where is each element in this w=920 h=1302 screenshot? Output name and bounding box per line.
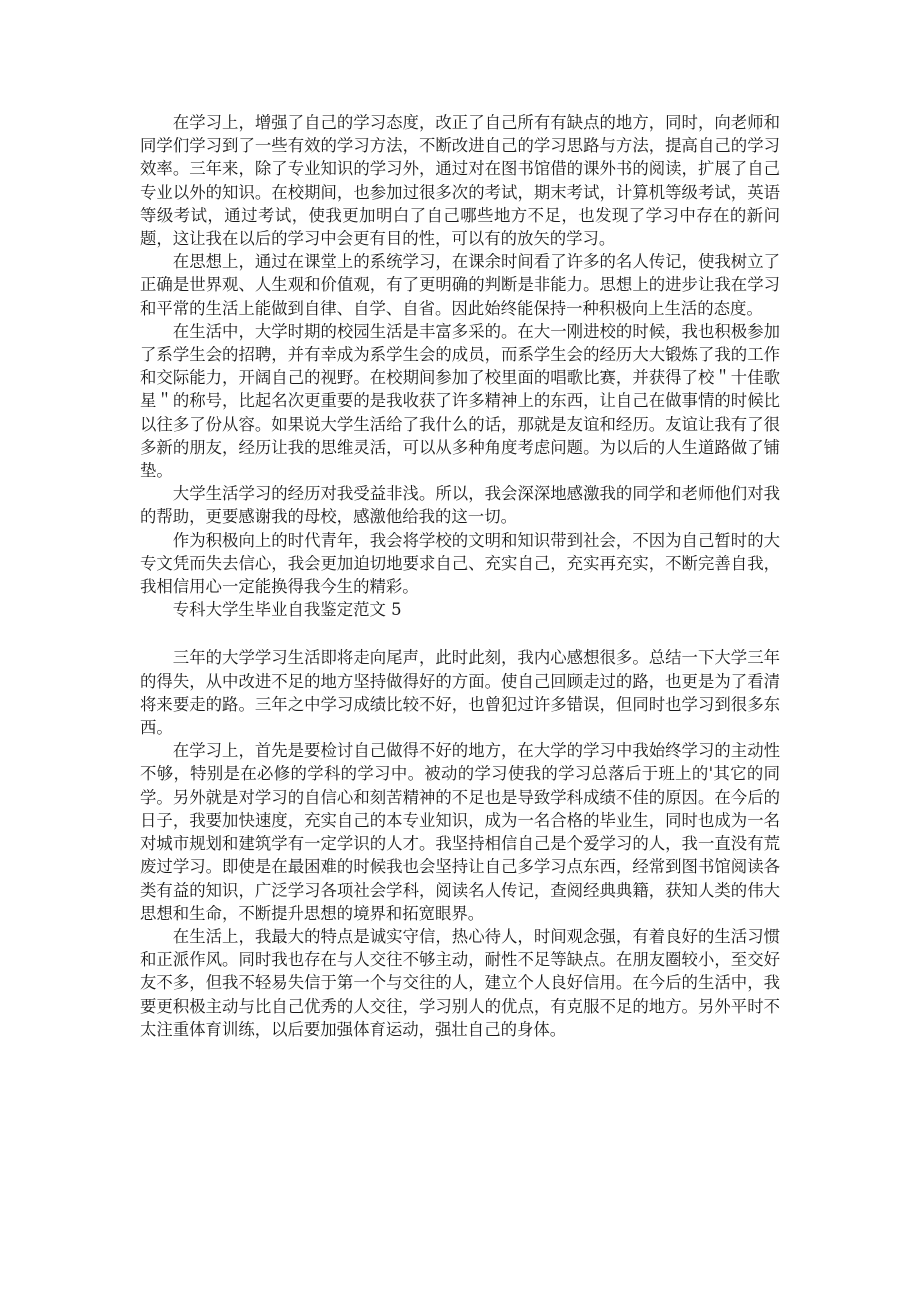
section-spacer bbox=[140, 621, 780, 646]
paragraph-gratitude: 大学生活学习的经历对我受益非浅。所以，我会深深地感激我的同学和老师他们对我的帮助，更要感谢我的母校，感激他给我的这一切。 bbox=[140, 484, 780, 527]
paragraph-campus-life: 在生活中，大学时期的校园生活是丰富多采的。在大一刚进校的时候，我也积极参加了系学生会的招聘，并有幸成为系学生会的成员，而系学生会的经历大大锻炼了我的工作和交际能力，开阔自己的视野。在校期间参加了校里面的唱歌比赛，并获得了校＂十佳歌星＂的称号，比起名次更重要的是我收获了许多精神上的东西，让自己在做事情的时候比以往多了份从容。如果说大学生活给了我什么的话，那就是友谊和经历。友谊让我有了很多新的朋友，经历让我的思维灵活，可以从多种角度考虑问题。为以后的人生道路做了铺垫。 bbox=[140, 321, 780, 481]
paragraph-intro: 三年的大学学习生活即将走向尾声，此时此刻，我内心感想很多。总结一下大学三年的得失，从中改进不足的地方坚持做得好的方面。使自己回顾走过的路，也更是为了看清将来要走的路。三年之中学习成绩比较不好，也曾犯过许多错误，但同时也学习到很多东西。 bbox=[140, 648, 780, 738]
paragraph-life-reflection: 在生活上，我最大的特点是诚实守信，热心待人，时间观念强，有着良好的生活习惯和正派作风。同时我也存在与人交往不够主动，耐性不足等缺点。在朋友圈较小，至交好友不多，但我不轻易失信于第一个与交往的人，建立个人良好信用。在今后的生活中，我要更积极主动与比自己优秀的人交往，学习别人的优点，有克服不足的地方。另外平时不太注重体育训练，以后要加强体育运动，强壮自己的身体。 bbox=[140, 926, 780, 1039]
document-body bbox=[140, 111, 780, 1041]
paragraph-future: 作为积极向上的时代青年，我会将学校的文明和知识带到社会，不因为自己暂时的大专文凭而失去信心，我会更加迫切地要求自己、充实自己，充实再充实，不断完善自我，我相信用心一定能换得我今生的精彩。 bbox=[140, 530, 780, 597]
section-heading: 专科大学生毕业自我鉴定范文 5 bbox=[172, 600, 402, 620]
paragraph-study-attitude: 在学习上，增强了自己的学习态度，改正了自己所有有缺点的地方，同时，向老师和同学们学习到了一些有效的学习方法，不断改进自己的学习思路与方法，提高自己的学习效率。三年来，除了专业知识的学习外，通过对在图书馆借的课外书的阅读，扩展了自己专业以外的知识。在校期间，也参加过很多次的考试，期末考试，计算机等级考试，英语等级考试，通过考试，使我更加明白了自己哪些地方不足，也发现了学习中存在的新问题，这让我在以后的学习中会更有目的性，可以有的放矢的学习。 bbox=[140, 113, 780, 249]
paragraph-study-reflection: 在学习上，首先是要检讨自己做得不好的地方，在大学的学习中我始终学习的主动性不够，特别是在必修的学科的学习中。被动的学习使我的学习总落后于班上的'其它的同学。另外就是对学习的自信心和刻苦精神的不足也是导致学科成绩不佳的原因。在今后的日子，我要加快速度，充实自己的本专业知识，成为一名合格的毕业生，同时也成为一名对城市规划和建筑学有一定学识的人才。我坚持相信自己是个爱学习的人，我一直没有荒废过学习。即使是在最困难的时候我也会坚持让自己多学习点东西，经常到图书馆阅读各类有益的知识，广泛学习各项社会学科，阅读名人传记，查阅经典典籍，获知人类的伟大思想和生命，不断提升思想的境界和拓宽眼界。 bbox=[140, 741, 780, 923]
paragraph-ideology: 在思想上，通过在课堂上的系统学习，在课余时间看了许多的名人传记，使我树立了正确是世界观、人生观和价值观，有了更明确的判断是非能力。思想上的进步让我在学习和平常的生活上能做到自律、自学、自省。因此始终能保持一种积极向上生活的态度。 bbox=[140, 252, 780, 318]
